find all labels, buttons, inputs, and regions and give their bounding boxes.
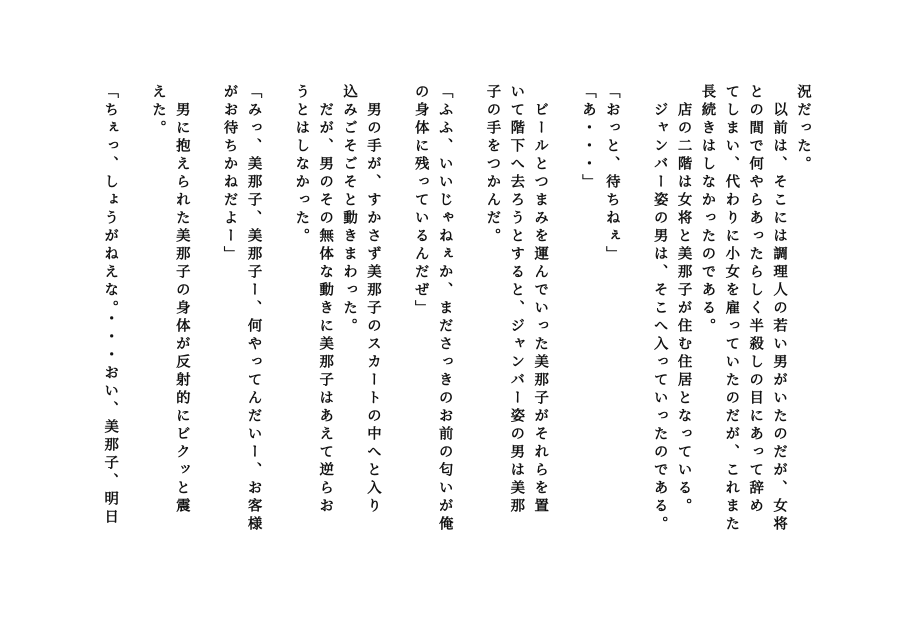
text-column: 「おっと、待ちねぇ」 <box>603 84 621 264</box>
text-column: 込みごそごそと動きまわった。 <box>341 84 359 336</box>
text-column: との間で何やらあったらしく半殺しの目にあって辞め <box>747 84 765 516</box>
text-column: 男の手が、すかさず美那子のスカートの中へと入り <box>364 84 382 516</box>
text-column: だが、男のその無体な動きに美那子はあえて逆らお <box>317 84 335 516</box>
text-column: うとはしなかった。 <box>293 84 311 246</box>
text-column: 「ちぇっ、しょうがねえな。・・・おい、美那子、明日 <box>102 84 120 527</box>
text-column: えた。 <box>149 84 167 138</box>
text-column: の身体に残っているんだぜ」 <box>412 84 430 318</box>
blank-column <box>619 84 643 554</box>
text-column: ジャンバー姿の男は、そこへ入っていったのである。 <box>651 84 669 534</box>
text-column: 店の二階は女将と美那子が住む住居となっている。 <box>675 84 693 516</box>
text-column: 長続きはしなかったのである。 <box>699 84 717 336</box>
blank-column <box>547 84 571 554</box>
text-column: 「みっ、美那子、美那子ー、何やってんだいー、お客様 <box>245 84 263 534</box>
text-column: 男に抱えられた美那子の身体が反射的にビクッと震 <box>173 84 191 516</box>
text-column: 況だった。 <box>795 84 812 174</box>
text-column: 子の手をつかんだ。 <box>484 84 502 246</box>
text-column: がお待ちかねだよー」 <box>221 84 239 264</box>
text-column: いて階下へ去ろうとすると、ジャンバー姿の男は美那 <box>508 84 526 516</box>
vertical-text-body <box>93 84 810 554</box>
blank-column <box>117 84 141 554</box>
text-column: 「ふふ、いいじゃねぇか、まださっきのお前の匂いが俺 <box>436 84 454 534</box>
blank-column <box>380 84 404 554</box>
blank-column <box>189 84 213 554</box>
text-column: てしまい、代わりに小女を雇っていたのだが、これまた <box>723 84 741 534</box>
blank-column <box>452 84 476 554</box>
text-column: 「あ・・・」 <box>579 84 597 192</box>
blank-column <box>261 84 285 554</box>
text-column: ビールとつまみを運んでいった美那子がそれらを置 <box>532 84 550 516</box>
text-column: 以前は、そこには調理人の若い男がいたのだが、女将 <box>771 84 789 534</box>
